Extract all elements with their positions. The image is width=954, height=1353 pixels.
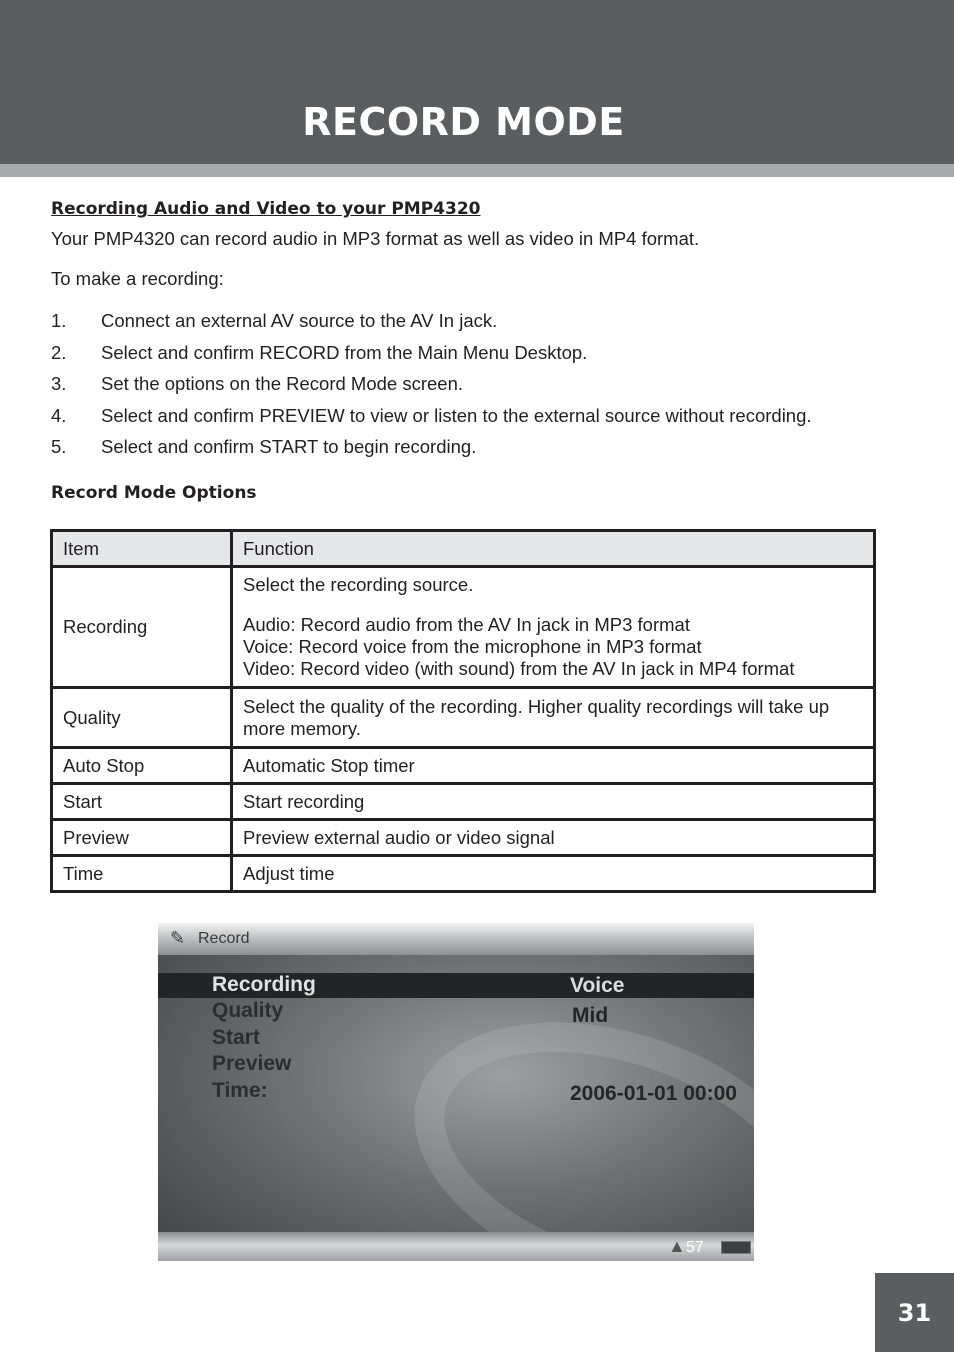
- speaker-icon: ▲: [668, 1236, 686, 1256]
- item-cell: Recording: [52, 567, 232, 688]
- function-line: Audio: Record audio from the AV In jack in MP3 format: [243, 614, 690, 635]
- table-row: [52, 856, 875, 892]
- screen-menu-preview: Preview: [212, 1052, 292, 1075]
- column-header-item: Item: [52, 531, 232, 567]
- item-cell: Time: [52, 856, 232, 892]
- step-text: Select and confirm RECORD from the Main Menu Desktop.: [101, 341, 588, 363]
- list-item: [51, 342, 881, 364]
- step-number: 5.: [51, 436, 67, 458]
- function-cell: [232, 567, 875, 688]
- table-header-row: [52, 531, 875, 567]
- item-cell: Quality: [52, 688, 232, 748]
- table-row: [52, 748, 875, 784]
- battery-icon: [721, 1241, 751, 1254]
- volume-level: 57: [686, 1239, 704, 1256]
- header-rule: [0, 164, 954, 177]
- screen-title: Record: [198, 930, 250, 947]
- record-screen-image: [158, 923, 754, 1261]
- function-cell: Select the quality of the recording. Higher quality recordings will take up more memory.: [232, 688, 875, 748]
- screen-status-bar: [158, 1232, 754, 1261]
- screen-menu-start: Start: [212, 1026, 260, 1049]
- item-cell: Auto Stop: [52, 748, 232, 784]
- options-table: [50, 529, 876, 893]
- column-header-function: Function: [232, 531, 875, 567]
- main-content: [51, 196, 881, 506]
- screen-menu-quality: Quality: [212, 999, 284, 1022]
- screen-value-recording: Voice: [570, 974, 625, 997]
- item-cell: Start: [52, 784, 232, 820]
- function-line: Video: Record video (with sound) from the AV In jack in MP4 format: [243, 658, 795, 679]
- screen-value-time: 2006-01-01 00:00: [570, 1082, 737, 1105]
- page-number: 31: [875, 1273, 954, 1352]
- steps-list: [51, 310, 881, 458]
- screen-value-quality: Mid: [572, 1004, 609, 1027]
- intro-paragraph-2: To make a recording:: [51, 268, 224, 289]
- screen-title-bar: [158, 923, 754, 955]
- list-item: [51, 436, 881, 458]
- intro-paragraph: Your PMP4320 can record audio in MP3 format as well as video in MP4 format.: [51, 228, 700, 249]
- step-text: Select and confirm PREVIEW to view or listen to the external source without recording.: [101, 404, 812, 426]
- step-number: 2.: [51, 341, 67, 363]
- item-cell: Preview: [52, 820, 232, 856]
- list-item: [51, 405, 881, 427]
- function-line: Voice: Record voice from the microphone in MP3 format: [243, 636, 702, 657]
- function-line: Select the recording source.: [243, 574, 474, 595]
- screen-menu-recording: Recording: [212, 973, 316, 996]
- background-logo: [380, 974, 754, 1261]
- function-cell: Adjust time: [232, 856, 875, 892]
- step-number: 1.: [51, 310, 67, 331]
- step-number: 3.: [51, 373, 67, 395]
- table-row: [52, 688, 875, 748]
- section-heading: Recording Audio and Video to your PMP4320: [51, 199, 481, 219]
- step-text: Connect an external AV source to the AV In jack.: [101, 310, 498, 331]
- step-text: Set the options on the Record Mode screen.: [101, 373, 463, 395]
- page-title: RECORD MODE: [302, 100, 625, 144]
- step-text: Select and confirm START to begin recording.: [101, 436, 477, 458]
- table-row: [52, 820, 875, 856]
- function-cell: Automatic Stop timer: [232, 748, 875, 784]
- table-row: [52, 567, 875, 688]
- list-item: [51, 373, 881, 395]
- list-item: [51, 310, 881, 332]
- function-cell: Preview external audio or video signal: [232, 820, 875, 856]
- options-heading: Record Mode Options: [51, 483, 257, 504]
- function-cell: Start recording: [232, 784, 875, 820]
- table-row: [52, 784, 875, 820]
- step-number: 4.: [51, 404, 67, 426]
- screen-menu-time: Time:: [212, 1079, 268, 1102]
- record-icon: ✎: [170, 928, 186, 948]
